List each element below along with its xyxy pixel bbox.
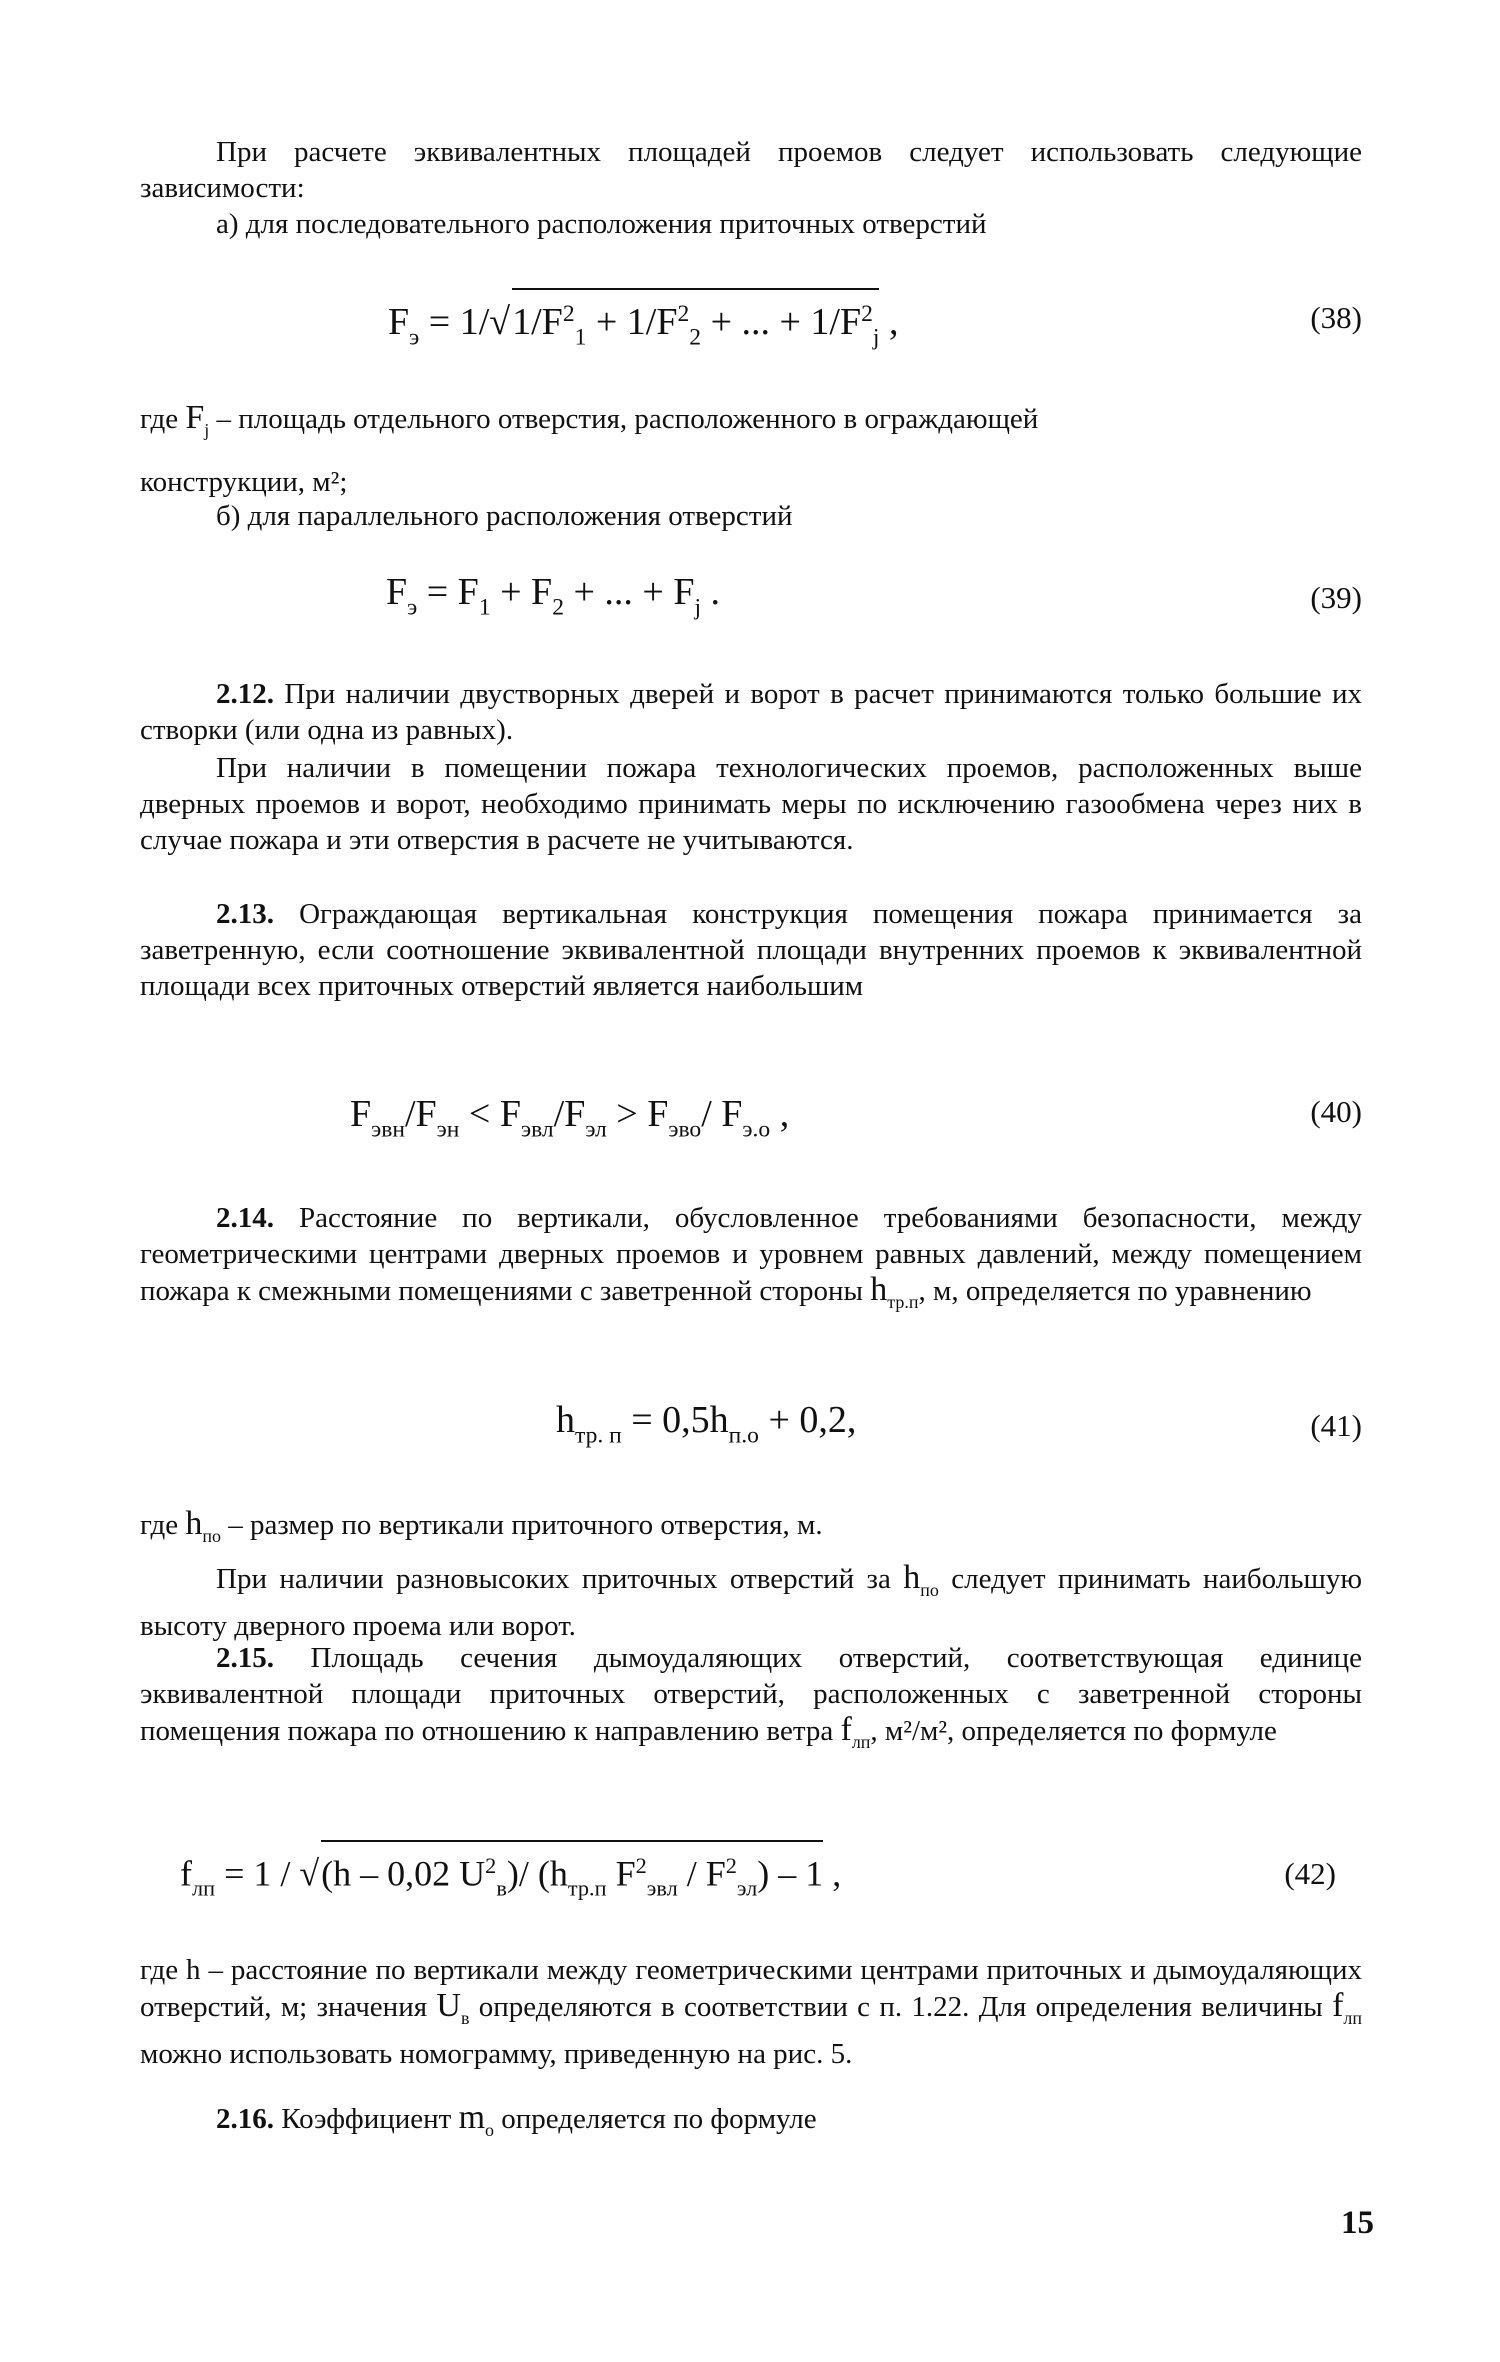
formula-39: $F_э = F_1 + F_2$ + ... + $F_j$ . [386, 571, 721, 621]
paragraph-variable-heights: При наличии разновысоких приточных отверстий за $h_{по}$ следует принимать наибольшую высоту дверного проема или ворот. [140, 1559, 1362, 1643]
equation-number-41: (41) [1310, 1408, 1362, 1443]
formula-42: $f_{лп} = 1 / √(h - 0,02$ $U^2_в)/$ ($h_{тр.п}$ $F^2_{эвл} / F^2_{эл}) - 1$ , [180, 1840, 841, 1910]
paragraph-case-b: б) для параллельного расположения отверстий [216, 500, 793, 532]
equation-number-38: (38) [1310, 300, 1362, 335]
paragraph-case-a: а) для последовательного расположения приточных отверстий [216, 208, 987, 240]
paragraph-intro: При расчете эквивалентных площадей проемов следует использовать следующие зависимости: [140, 136, 1362, 204]
paragraph-units: конструкции, м²; [140, 466, 348, 498]
paragraph-2-15: 2.15. Площадь сечения дымоудаляющих отверстий, соответствующая единице эквивалентной площади приточных отверстий, расположенных с заветренной стороны помещения пожара по отношению к направлению ветра $f_{лп}$, м²/м², определяется по формуле [140, 1642, 1362, 1753]
paragraph-where-h: где h – расстояние по вертикали между геометрическими центрами приточных и дымоудаляющих отверстий, м; значения $U_в$ определяются в соответствии с п. 1.22. Для определения величины $f_{лп}$ можно использовать номограмму, приведенную на рис. 5. [140, 1954, 1363, 2071]
formula-40: $F_{эвн}/F_{эн} < F_{эвл}/F_{эл} > F_{эво}/$ $F_{э.о}$ , [350, 1093, 790, 1143]
equation-number-40: (40) [1310, 1094, 1362, 1129]
equation-number-39: (39) [1310, 580, 1362, 615]
formula-38: $F_э = 1/√1/F^2_1 + 1/F^2_2$ + ... + $1/F^2_j$ , [388, 288, 898, 360]
paragraph-where-fj: где $F_j$ – площадь отдельного отверстия, расположенного в ограждающей [140, 399, 1039, 441]
paragraph-where-hpo: где $h_{по}$ – размер по вертикали приточного отверстия, м. [140, 1505, 823, 1547]
paragraph-2-16: 2.16. Коэффициент $m_о$ определяется по формуле [216, 2099, 817, 2141]
page-number: 15 [1341, 2205, 1374, 2241]
paragraph-tech-openings: При наличии в помещении пожара технологических проемов, расположенных выше дверных проемов и ворот, необходимо принимать меры по исключению газообмена через них в случае пожара и эти отверстия в расчете не учитываются. [140, 752, 1362, 856]
paragraph-2-13: 2.13. Ограждающая вертикальная конструкция помещения пожара принимается за заветренную, если соотношение эквивалентной площади внутренних проемов к эквивалентной площади всех приточных отверстий является наибольшим [140, 898, 1362, 1002]
paragraph-2-14: 2.14. Расстояние по вертикали, обусловленное требованиями безопасности, между геометрическими центрами дверных проемов и уровнем равных давлений, между помещением пожара к смежными помещениями с заветренной стороны $h_{тр.п}$, м, определяется по уравнению [140, 1202, 1362, 1313]
equation-number-42: (42) [1284, 1856, 1336, 1891]
formula-41: $h_{тр. п} = 0,5h_{п.о} + 0,2$, [556, 1399, 857, 1449]
paragraph-2-12: 2.12. При наличии двустворных дверей и ворот в расчет принимаются только большие их створки (или одна из равных). [140, 678, 1362, 746]
